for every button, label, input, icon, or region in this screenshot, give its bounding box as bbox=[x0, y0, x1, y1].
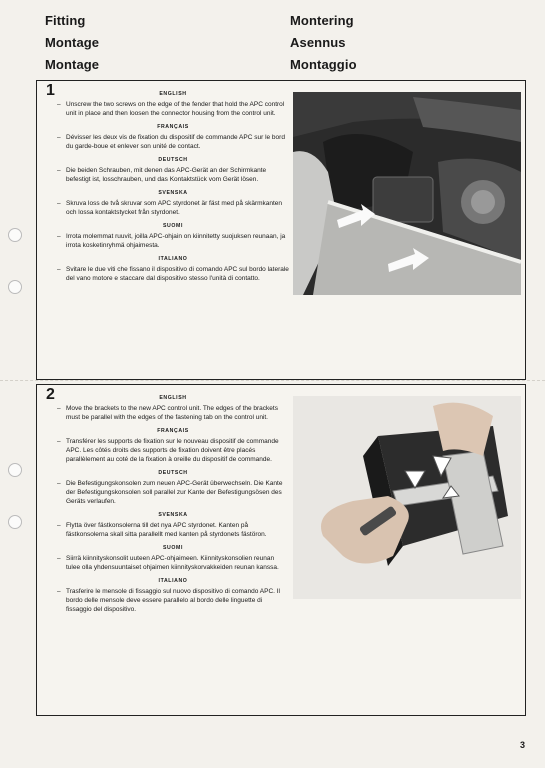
header-titles-right bbox=[290, 10, 357, 76]
language-heading: DEUTSCH bbox=[158, 157, 188, 163]
header-title: Montage bbox=[45, 57, 100, 72]
step-number: 2 bbox=[46, 386, 55, 403]
header-title: Fitting bbox=[45, 13, 86, 28]
instruction-text: – Move the brackets to the new APC control unit. The edges of the brackets must be parallel with the edges of the fastening tab on the control unit. bbox=[57, 404, 289, 422]
binder-hole bbox=[8, 228, 22, 242]
page-header bbox=[45, 10, 525, 74]
step-number: 1 bbox=[46, 82, 55, 99]
instruction-text: – Unscrew the two screws on the edge of the fender that hold the APC control unit in place and then loosen the connector housing from the control unit. bbox=[57, 100, 289, 118]
instruction-text: – Skruva loss de två skruvar som APC styrdonet är fäst med på skärmkanten och lossa kontaktstycket från styrdonet. bbox=[57, 199, 289, 217]
engine-bay-photo bbox=[293, 92, 521, 295]
step-2-panel bbox=[36, 384, 526, 716]
step-1-panel bbox=[36, 80, 526, 380]
instruction-text: – Die beiden Schrauben, mit denen das APC-Gerät an der Schirmkante befestigt ist, losschrauben, und das Kontaktstück vom Gerät lösen. bbox=[57, 166, 289, 184]
step-2-instructions bbox=[57, 395, 289, 614]
instruction-text: – Trasferire le mensole di fissaggio sul nuovo dispositivo di comando APC. Il bordo delle mensole deve essere parallelo al bordo delle linguette di fissaggio del dispositivo. bbox=[57, 587, 289, 614]
instruction-text: – Die Befestigungskonsolen zum neuen APC-Gerät überwechseln. Die Kante der Befestigungskonsolen soll parallel zur Kante der Befestigungsösen des Geräts verlaufen. bbox=[57, 479, 289, 506]
binder-hole bbox=[8, 280, 22, 294]
language-heading: ENGLISH bbox=[159, 395, 187, 401]
header-title: Montage bbox=[45, 35, 100, 50]
header-title: Montering bbox=[290, 13, 354, 28]
page-fold-line bbox=[0, 380, 545, 381]
language-heading: ITALIANO bbox=[158, 256, 188, 262]
instruction-text: – Dévisser les deux vis de fixation du dispositif de commande APC sur le bord du garde-boue et enlever son unité de contact. bbox=[57, 133, 289, 151]
language-heading: SVENSKA bbox=[158, 512, 188, 518]
binder-hole bbox=[8, 463, 22, 477]
instruction-text: – Svitare le due viti che fissano il dispositivo di comando APC sul bordo laterale del vano motore e staccare dal dispositivo stesso l'unità di contatto. bbox=[57, 265, 289, 283]
language-heading: SVENSKA bbox=[158, 190, 188, 196]
instruction-text: – Flytta över fästkonsolerna till det nya APC styrdonet. Kanten på fästkonsolerna skall sitta parallellt med kanten på styrdonets fästöron. bbox=[57, 521, 289, 539]
language-heading: FRANÇAIS bbox=[157, 124, 189, 130]
language-heading: ITALIANO bbox=[158, 578, 188, 584]
instruction-text: – Siirrä kiinnityskonsolit uuteen APC-ohjaimeen. Kiinnityskonsolien reunan tulee olla yhdensuuntaiset ohjaimen kiinnityskorvakkeiden reunan kanssa. bbox=[57, 554, 289, 572]
header-title: Montaggio bbox=[290, 57, 357, 72]
header-title: Asennus bbox=[290, 35, 346, 50]
language-heading: SUOMI bbox=[162, 223, 183, 229]
language-heading: DEUTSCH bbox=[158, 470, 188, 476]
language-heading: FRANÇAIS bbox=[157, 428, 189, 434]
step-1-instructions bbox=[57, 91, 289, 283]
bracket-photo bbox=[293, 396, 521, 599]
instruction-text: – Transférer les supports de fixation sur le nouveau dispositif de commande APC. Les côtés droits des supports de fixation doivent être placés parallèlement au coté de la fixation à oreille du dispositif de commande. bbox=[57, 437, 289, 464]
language-heading: SUOMI bbox=[162, 545, 183, 551]
page-number: 3 bbox=[519, 740, 525, 750]
language-heading: ENGLISH bbox=[159, 91, 187, 97]
header-titles-left bbox=[45, 10, 99, 76]
binder-hole bbox=[8, 515, 22, 529]
instruction-text: – Irrota molemmat ruuvit, joilla APC-ohjain on kiinnitetty suojuksen reunaan, ja irrota kosketinryhmä ohjaimesta. bbox=[57, 232, 289, 250]
